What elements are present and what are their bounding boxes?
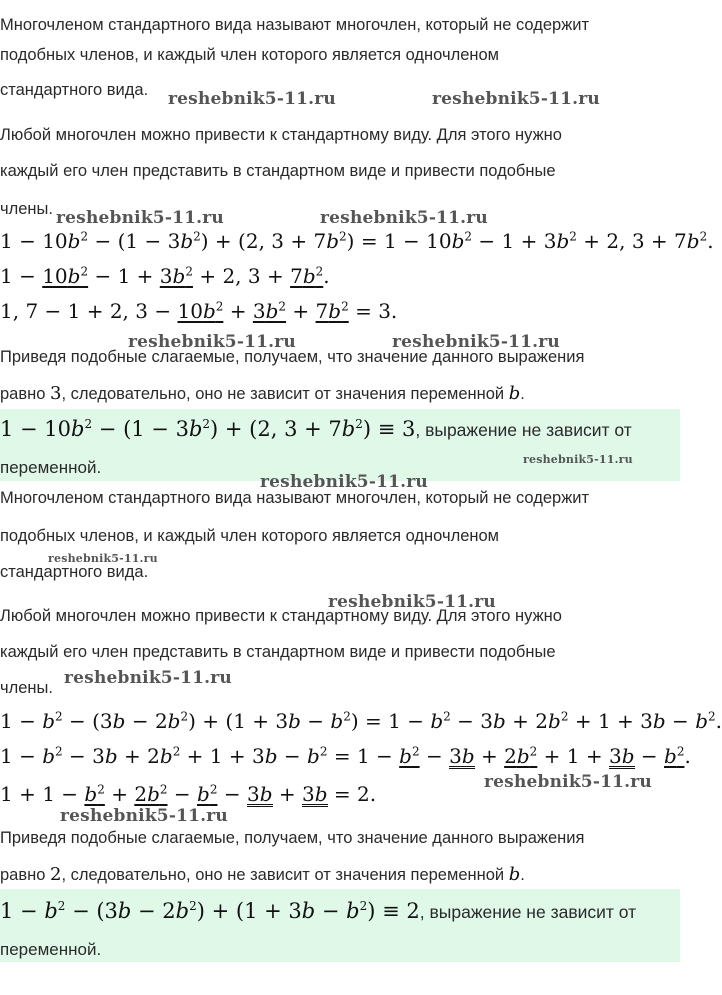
- conclusion-line-1: Приведя подобные слагаемые, получаем, что значение данного выражения: [0, 348, 585, 366]
- rule-line-1: Любой многочлен можно привести к стандартному виду. Для этого нужно: [0, 607, 562, 625]
- equation-2-line-3: $1 + 1 - b^2 + 2b^2 - b^2 - 3b + 3b = 2$.: [0, 782, 377, 806]
- definition-line-2: подобных членов, и каждый член которого является одночленом: [0, 527, 500, 545]
- watermark: reshebnik5-11.ru: [64, 668, 232, 688]
- equation-2-line-1: $1 - b^2 - (3b - 2b^2) + (1 + 3b - b^2) = 1 - b^2 - 3b + 2b^2 + 1 + 3b - b^2$.: [0, 709, 722, 733]
- watermark: reshebnik5-11.ru: [48, 552, 158, 565]
- watermark: reshebnik5-11.ru: [260, 472, 428, 492]
- conclusion-line-2: равно 2, следовательно, оно не зависит от значения переменной b.: [0, 864, 525, 885]
- conclusion-line-2: равно 3, следовательно, оно не зависит от значения переменной b.: [0, 383, 525, 404]
- answer-2: $1 - b^2 - (3b - 2b^2) + (1 + 3b - b^2) \equiv 2$, выражение не зависит от: [0, 899, 637, 923]
- definition-line-2: подобных членов, и каждый член которого является одночленом: [0, 46, 500, 64]
- watermark: reshebnik5-11.ru: [523, 453, 633, 466]
- definition-line-1: Многочленом стандартного вида называют многочлен, который не содержит: [0, 16, 590, 34]
- answer-2-line-2: переменной.: [0, 940, 102, 959]
- equation-1-line-2: $1 - 10b^2 - 1 + 3b^2 + 2$, $3 + 7b^2$.: [0, 264, 330, 288]
- definition-line-1: Многочленом стандартного вида называют многочлен, который не содержит: [0, 489, 590, 507]
- conclusion-line-1: Приведя подобные слагаемые, получаем, что значение данного выражения: [0, 829, 585, 847]
- watermark: reshebnik5-11.ru: [128, 332, 296, 352]
- watermark: reshebnik5-11.ru: [320, 208, 488, 228]
- definition-line-3: стандартного вида.: [0, 81, 149, 99]
- watermark: reshebnik5-11.ru: [60, 806, 228, 826]
- answer-1-line-2: переменной.: [0, 458, 102, 477]
- rule-line-2: каждый его член представить в стандартном виде и привести подобные: [0, 162, 556, 180]
- rule-line-2: каждый его член представить в стандартном виде и привести подобные: [0, 643, 556, 661]
- watermark: reshebnik5-11.ru: [168, 89, 336, 109]
- watermark: reshebnik5-11.ru: [392, 332, 560, 352]
- watermark: reshebnik5-11.ru: [432, 89, 600, 109]
- watermark: reshebnik5-11.ru: [484, 772, 652, 792]
- rule-line-1: Любой многочлен можно привести к стандартному виду. Для этого нужно: [0, 126, 562, 144]
- rule-line-3: члены.: [0, 200, 53, 218]
- equation-1-line-3: 1, 7 − 1 + 2, $3 - 10b^2 + 3b^2 + 7b^2 = 3$.: [0, 299, 398, 323]
- definition-line-3: стандартного вида.: [0, 563, 149, 581]
- equation-1-line-1: $1 - 10b^2 - (1 - 3b^2) + (2$, $3 + 7b^2) = 1 - 10b^2 - 1 + 3b^2 + 2$, $3 + 7b^2$.: [0, 229, 714, 253]
- watermark: reshebnik5-11.ru: [56, 208, 224, 228]
- equation-2-line-2: $1 - b^2 - 3b + 2b^2 + 1 + 3b - b^2 = 1 - b^2 - 3b + 2b^2 + 1 + 3b - b^2$.: [0, 744, 691, 768]
- watermark: reshebnik5-11.ru: [328, 592, 496, 612]
- rule-line-3: члены.: [0, 679, 53, 697]
- answer-1: $1 - 10b^2 - (1 - 3b^2) + (2$, $3 + 7b^2) \equiv 3$, выражение не зависит от: [0, 417, 632, 441]
